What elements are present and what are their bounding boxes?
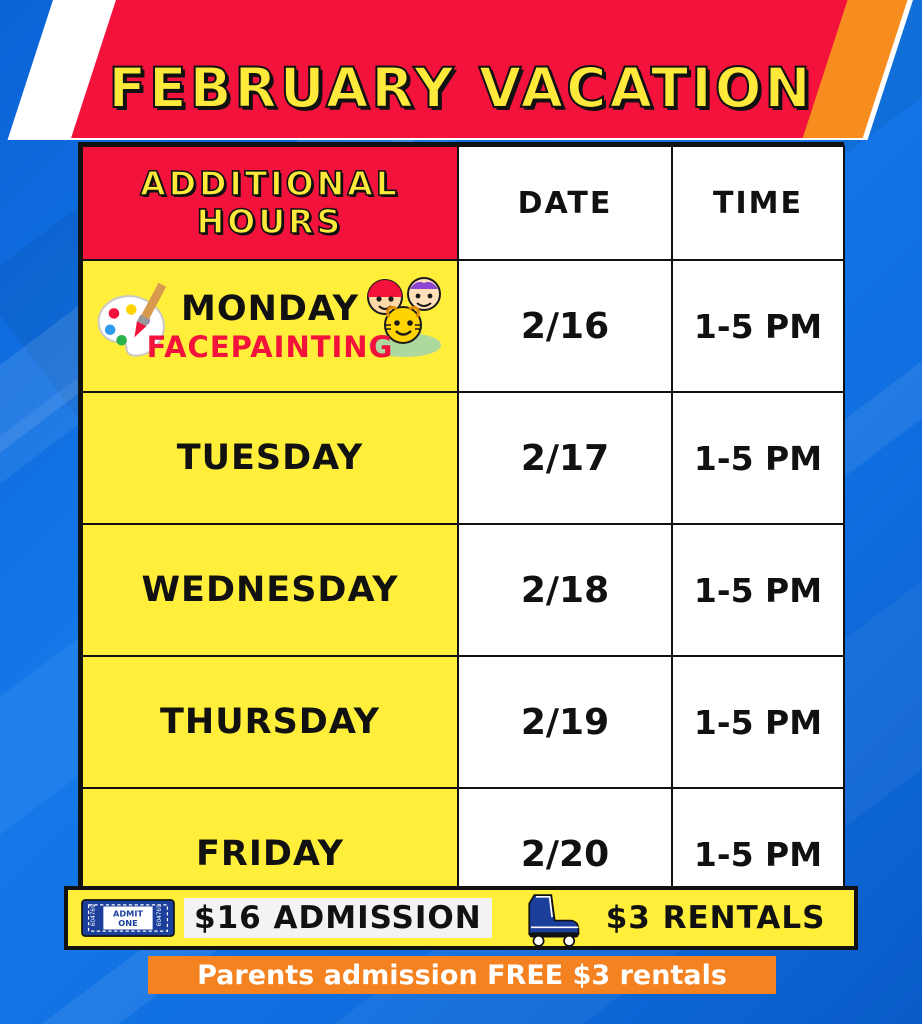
parents-note-bar	[148, 956, 776, 994]
svg-text:604769: 604769	[156, 904, 163, 927]
banner-accent-line	[369, 30, 621, 34]
time-cell: 1-5 PM	[672, 260, 844, 392]
table-row	[82, 392, 844, 524]
header-line-2: HOURS	[196, 202, 344, 241]
svg-text:ADMIT: ADMIT	[113, 908, 143, 919]
banner-accent-line	[168, 4, 591, 10]
date-cell: 2/17	[458, 392, 672, 524]
table-header-row	[82, 146, 844, 260]
table-row	[82, 656, 844, 788]
column-header-additional-hours	[82, 146, 458, 260]
header-banner	[0, 0, 922, 138]
table-row	[82, 524, 844, 656]
svg-text:ONE: ONE	[118, 918, 138, 929]
time-cell: 1-5 PM	[672, 392, 844, 524]
svg-text:604769: 604769	[91, 904, 98, 927]
date-cell: 2/19	[458, 656, 672, 788]
column-header-date: DATE	[458, 146, 672, 260]
admit-one-ticket-icon	[78, 895, 178, 941]
banner-accent-line	[299, 18, 622, 23]
page-title: FEBRUARY VACATION	[108, 56, 814, 120]
parents-note-label: Parents admission FREE $3 rentals	[197, 959, 727, 991]
day-sublabel: FACEPAINTING	[146, 330, 394, 364]
day-cell-wednesday: WEDNESDAY	[82, 524, 458, 656]
day-label: MONDAY	[180, 289, 359, 329]
day-cell-friday: FRIDAY	[82, 788, 458, 920]
day-cell-monday	[82, 260, 458, 392]
roller-skate-icon	[510, 890, 596, 946]
day-cell-tuesday: TUESDAY	[82, 392, 458, 524]
date-cell: 2/20	[458, 788, 672, 920]
day-cell-thursday: THURSDAY	[82, 656, 458, 788]
header-line-1: ADDITIONAL	[140, 164, 400, 203]
column-header-time: TIME	[672, 146, 844, 260]
pricing-bar	[64, 886, 858, 950]
time-cell: 1-5 PM	[672, 524, 844, 656]
time-cell: 1-5 PM	[672, 788, 844, 920]
admission-price-label: $16 ADMISSION	[184, 898, 492, 938]
schedule-table	[78, 142, 844, 927]
date-cell: 2/16	[458, 260, 672, 392]
table-row	[82, 260, 844, 392]
rentals-price-label: $3 RENTALS	[605, 900, 826, 936]
date-cell: 2/18	[458, 524, 672, 656]
time-cell: 1-5 PM	[672, 656, 844, 788]
